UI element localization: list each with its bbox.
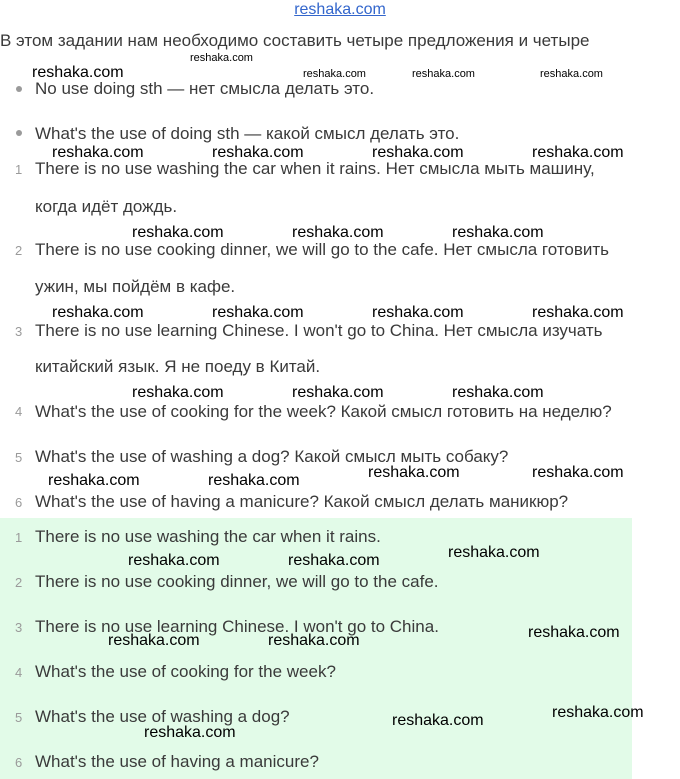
item-number: 5: [15, 450, 23, 465]
watermark: reshaka.com: [32, 64, 124, 81]
exercise-line: What's the use of having a manicure? Какой смысл делать маникюр?: [35, 492, 569, 511]
watermark: reshaka.com: [208, 472, 300, 489]
phrase-item: No use doing sth — нет смысла делать это.: [35, 79, 375, 98]
watermark: reshaka.com: [52, 144, 144, 161]
phrase-item: What's the use of doing sth — какой смысл делать это.: [35, 124, 460, 143]
exercise-line: There is no use learning Chinese. I won't go to China. Нет смысла изучать: [35, 321, 603, 340]
watermark: reshaka.com: [128, 552, 220, 569]
watermark: reshaka.com: [52, 304, 144, 321]
watermark: reshaka.com: [532, 144, 624, 161]
watermark: reshaka.com: [132, 224, 224, 241]
hidden-text-strip: [0, 52, 640, 81]
answer-line: What's the use of washing a dog?: [35, 707, 290, 726]
item-number: 2: [15, 575, 23, 590]
item-number: 6: [15, 755, 23, 770]
bullet-dot: [16, 86, 22, 92]
item-number: 6: [15, 495, 23, 510]
item-number: 2: [15, 243, 23, 258]
item-number: 5: [15, 710, 23, 725]
item-number: 4: [15, 404, 23, 419]
exercise-line: There is no use cooking dinner, we will go to the cafe. Нет смысла готовить: [35, 240, 610, 259]
watermark: reshaka.com: [372, 144, 464, 161]
watermark: reshaka.com: [552, 704, 644, 721]
bullet-dot: [16, 130, 22, 136]
watermark: reshaka.com: [132, 384, 224, 401]
watermark: reshaka.com: [190, 52, 253, 64]
watermark: reshaka.com: [268, 632, 360, 649]
watermark: reshaka.com: [412, 68, 475, 80]
watermark: reshaka.com: [532, 464, 624, 481]
watermark: reshaka.com: [540, 68, 603, 80]
watermark: reshaka.com: [292, 224, 384, 241]
exercise-line: There is no use washing the car when it rains. Нет смысла мыть машину,: [35, 159, 595, 178]
answer-line: What's the use of having a manicure?: [35, 752, 319, 771]
watermark: reshaka.com: [392, 712, 484, 729]
watermark: reshaka.com: [448, 544, 540, 561]
answer-line: There is no use learning Chinese. I won't go to China.: [35, 617, 439, 636]
watermark: reshaka.com: [303, 68, 366, 80]
exercise-line: китайский язык. Я не поеду в Китай.: [35, 357, 321, 376]
watermark: reshaka.com: [144, 724, 236, 741]
watermark: reshaka.com: [528, 624, 620, 641]
watermark: reshaka.com: [532, 304, 624, 321]
watermark: reshaka.com: [372, 304, 464, 321]
watermark: reshaka.com: [292, 384, 384, 401]
item-number: 4: [15, 665, 23, 680]
exercise-line: What's the use of washing a dog? Какой смысл мыть собаку?: [35, 447, 509, 466]
item-number: 1: [15, 530, 23, 545]
answer-line: There is no use washing the car when it rains.: [35, 527, 381, 546]
item-number: 1: [15, 162, 23, 177]
watermark: reshaka.com: [212, 144, 304, 161]
watermark: reshaka.com: [452, 224, 544, 241]
watermark: reshaka.com: [368, 464, 460, 481]
watermark: reshaka.com: [452, 384, 544, 401]
answer-line: What's the use of cooking for the week?: [35, 662, 336, 681]
watermark: reshaka.com: [288, 552, 380, 569]
exercise-line: ужин, мы пойдём в кафе.: [35, 277, 236, 296]
site-link[interactable]: reshaka.com: [294, 1, 386, 18]
watermark: reshaka.com: [108, 632, 200, 649]
watermark: reshaka.com: [48, 472, 140, 489]
exercise-line: когда идёт дождь.: [35, 197, 178, 216]
item-number: 3: [15, 620, 23, 635]
answer-line: There is no use cooking dinner, we will go to the cafe.: [35, 572, 439, 591]
intro-text: В этом задании нам необходимо составить четыре предложения и четыре: [0, 31, 590, 50]
watermark: reshaka.com: [212, 304, 304, 321]
exercise-line: What's the use of cooking for the week? Какой смысл готовить на неделю?: [35, 402, 612, 421]
item-number: 3: [15, 324, 23, 339]
